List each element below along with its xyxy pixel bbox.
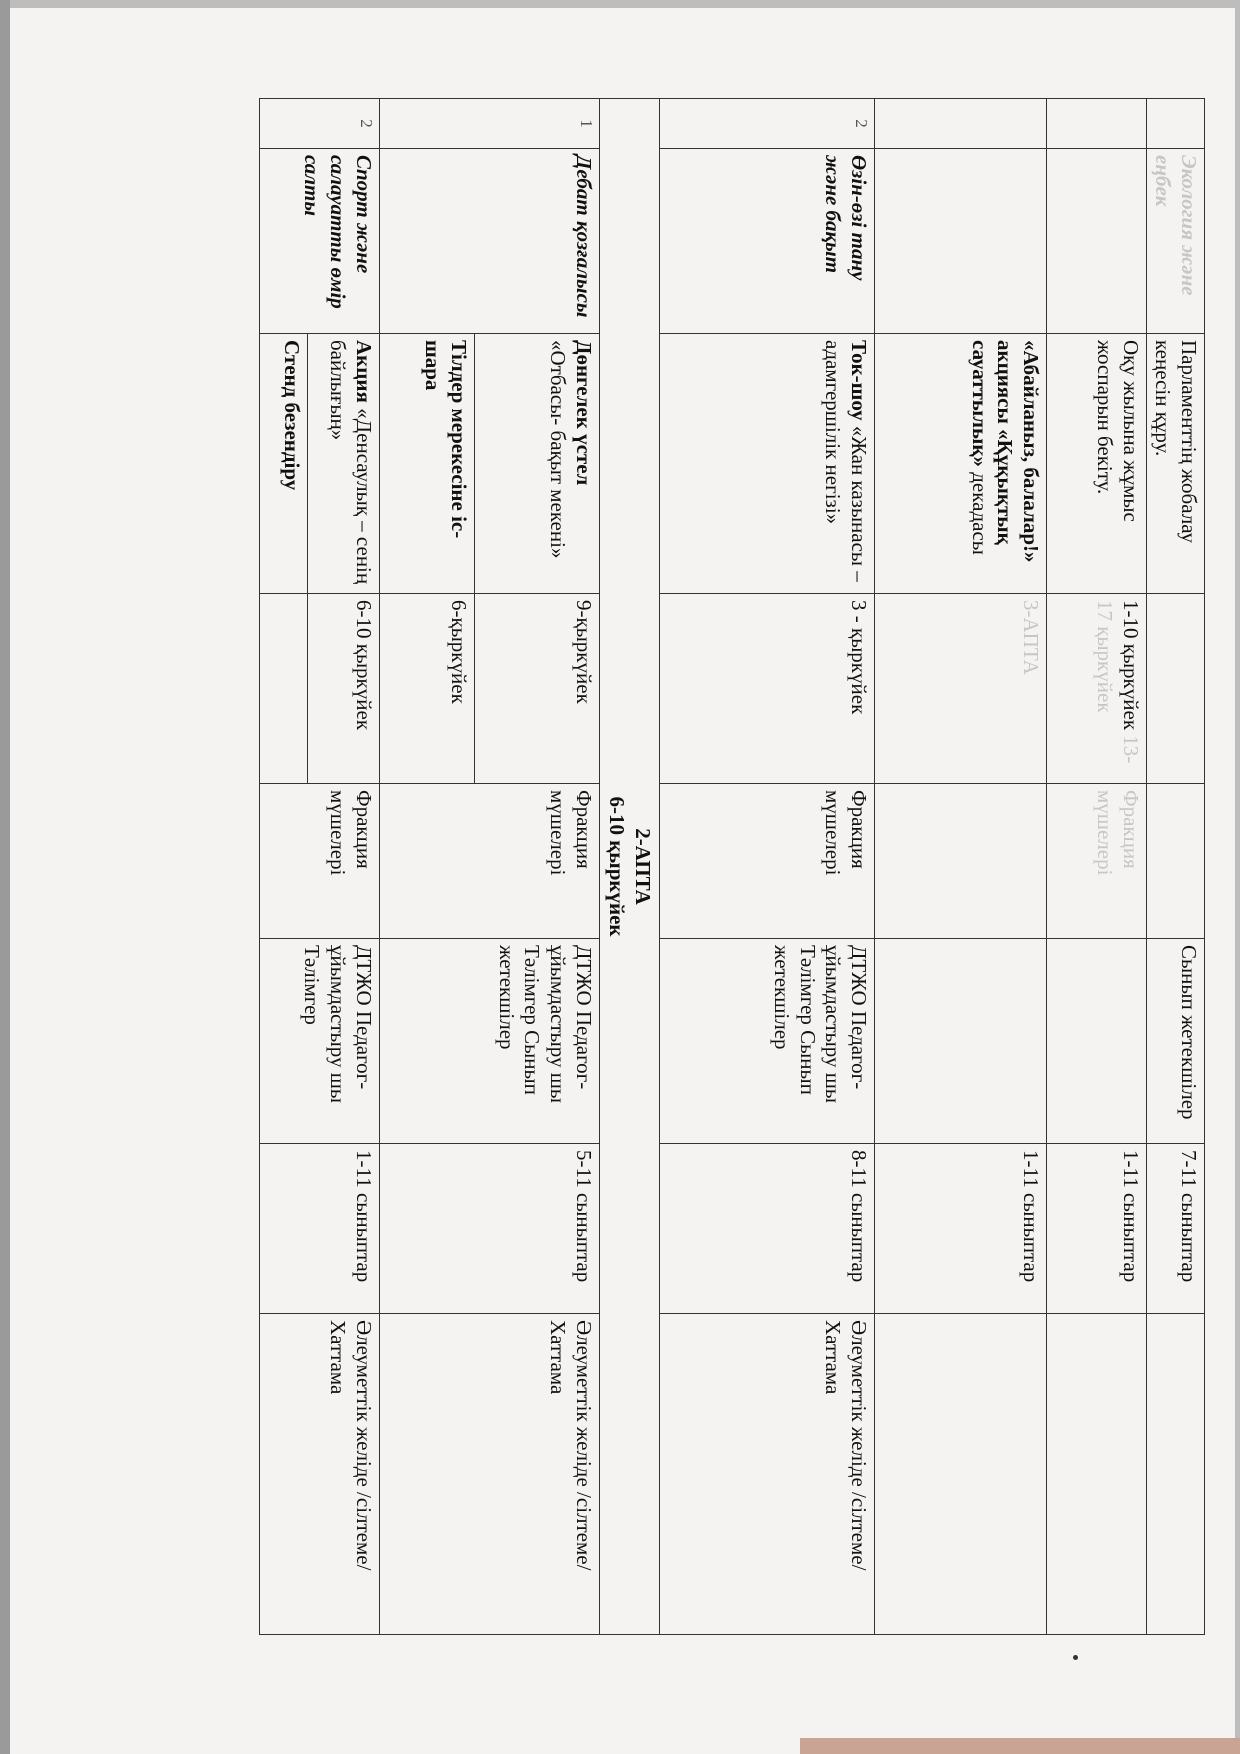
row-format: Фракция мүшелері: [259, 784, 379, 939]
row-date: 3-АПТА: [874, 594, 1046, 784]
row-date: 1-10 қыркүйек 13-17 қыркүйек: [1046, 594, 1146, 784]
row-theme: Дебат қозғалысы: [379, 149, 599, 334]
row-theme: [1046, 149, 1146, 334]
row-number: [1046, 99, 1146, 149]
row-number: 1: [379, 99, 599, 149]
row-number: 2: [659, 99, 874, 149]
week-header-row: [599, 99, 659, 1635]
row-number: [874, 99, 1046, 149]
row-event: Дөнгелек үстел «Отбасы- бақыт мекені»: [474, 334, 599, 594]
row-responsible: [874, 939, 1046, 1144]
row-responsible: ДТЖО Педагог-ұйымдастыру шы Тәлімгер: [259, 939, 379, 1144]
row-participants: 1-11 сыныптар: [259, 1144, 379, 1314]
row-date: 3 - қыркүйек: [659, 594, 874, 784]
scan-bottom-strip: [800, 1738, 1240, 1754]
row-date: 6-10 қыркүйек: [307, 594, 379, 784]
row-event: Парламенттің жобалау кеңесін құру.: [1146, 334, 1204, 594]
row-event: Тілдер мерекесіне іс-шара: [379, 334, 474, 594]
row-event: Ток-шоу «Жан казынасы – адамгершілік негізі»: [659, 334, 874, 594]
ink-speck: [1073, 1655, 1078, 1660]
row-responsible: ДТЖО Педагог-ұйымдастыру шы Тәлімгер Сынып жетекшілер: [659, 939, 874, 1144]
row-date: 9-қыркүйек: [474, 594, 599, 784]
row-date: [259, 594, 307, 784]
week-dates: 6-10 қыркүйек: [605, 796, 630, 937]
row-format: [874, 784, 1046, 939]
events-table: [259, 98, 1205, 1635]
row-number: 2: [259, 99, 379, 149]
row-date: [1146, 594, 1204, 784]
row-format: Фракция мүшелері: [659, 784, 874, 939]
table-row: [659, 99, 874, 1635]
row-event: Оқу жылына жұмыс жоспарын бекіту.: [1046, 334, 1146, 594]
table-row: [474, 99, 599, 1635]
table-row: [1146, 99, 1204, 1635]
row-info: [1046, 1314, 1146, 1635]
row-participants: 5-11 сыныптар: [379, 1144, 599, 1314]
table-row: [307, 99, 379, 1635]
row-event: «Абайланыз, балалар!» акциясы «Құқықтық сауаттылық» декадасы: [874, 334, 1046, 594]
table-row: [874, 99, 1046, 1635]
row-info: Әлеуметтік желіде /сілтеме/ Хаттама: [659, 1314, 874, 1635]
row-date: 6-қыркүйек: [379, 594, 474, 784]
row-participants: 8-11 сыныптар: [659, 1144, 874, 1314]
row-format: Фракция мүшелері: [379, 784, 599, 939]
row-participants: 1-11 сыныптар: [874, 1144, 1046, 1314]
row-info: [1146, 1314, 1204, 1635]
row-responsible: Сынып жетекшілер: [1146, 939, 1204, 1144]
row-info: Әлеуметтік желіде /сілтеме/ Хаттама: [379, 1314, 599, 1635]
row-format: [1146, 784, 1204, 939]
week-title: 2-АПТА: [630, 828, 655, 905]
row-theme: Экология және еңбек: [1146, 149, 1204, 334]
row-event: Акция «Денсаулық – сенің байлығың»: [307, 334, 379, 594]
rotated-plan-table: [125, 98, 1205, 1634]
row-participants: 1-11 сыныптар: [1046, 1144, 1146, 1314]
row-info: Әлеуметтік желіде /сілтеме/ Хаттама: [259, 1314, 379, 1635]
row-info: [874, 1314, 1046, 1635]
row-responsible: ДТЖО Педагог-ұйымдастыру шы Тәлімгер Сынып жетекшілер: [379, 939, 599, 1144]
row-number: [1146, 99, 1204, 149]
scan-edge: [0, 0, 10, 1754]
row-format: Фракция мүшелері: [1046, 784, 1146, 939]
row-theme: Спорт және салауатты өмір салты: [259, 149, 379, 334]
row-participants: 7-11 сыныптар: [1146, 1144, 1204, 1314]
week-header: [599, 99, 659, 1635]
row-theme: [874, 149, 1046, 334]
row-responsible: [1046, 939, 1146, 1144]
table-row: [1046, 99, 1146, 1635]
row-event: Стенд безендіру: [259, 334, 307, 594]
row-theme: Өзін-өзі тану және бақыт: [659, 149, 874, 334]
